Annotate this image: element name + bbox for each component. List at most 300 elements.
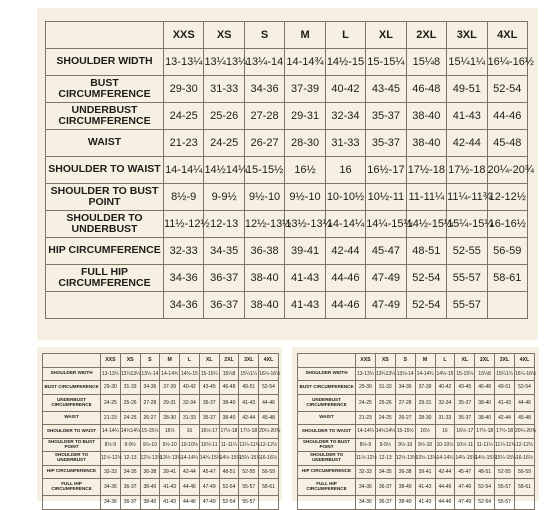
size-column-header: XS <box>204 22 244 49</box>
measurement-value: 38-40 <box>406 103 446 130</box>
measurement-value: 14-14¼ <box>164 157 204 184</box>
measurement-value: 36-37 <box>204 292 244 319</box>
measurement-value: 40-42 <box>180 381 200 395</box>
measurement-value: 43-45 <box>455 381 475 395</box>
measurement-value: 58-61 <box>259 479 279 496</box>
measurement-value: 35-37 <box>199 411 219 425</box>
measurement-value: 16½-17 <box>366 157 406 184</box>
measurement-value: 14½-15¼ <box>219 452 239 466</box>
measurement-value: 21-23 <box>101 411 121 425</box>
measurement-value: 14¼-15¼ <box>455 452 475 466</box>
measurement-label: SHOULDER TO BUST POINT <box>43 438 101 452</box>
measurement-value: 11-11¼ <box>219 438 239 452</box>
measurement-value: 13¼13¼ <box>120 367 140 381</box>
measurement-value: 8½-9 <box>356 438 376 452</box>
table-row <box>298 452 535 466</box>
measurement-value: 38-40 <box>406 130 446 157</box>
measurement-value: 41-43 <box>239 394 259 411</box>
measurement-value: 20¼-20¾ <box>259 425 279 439</box>
size-chart-table-thumbnail-right <box>297 353 535 510</box>
measurement-value: 58-61 <box>515 479 535 496</box>
measurement-value: 12½-13½ <box>140 452 160 466</box>
measurement-value: 17½-18 <box>475 425 495 439</box>
measurement-value: 16-16½ <box>515 452 535 466</box>
measurement-value: 42-44 <box>239 411 259 425</box>
measurement-value: 16-16½ <box>487 211 528 238</box>
measurement-value: 31-33 <box>120 381 140 395</box>
measurement-value: 35-37 <box>366 130 406 157</box>
measurement-value: 36-37 <box>204 265 244 292</box>
table-row <box>43 438 279 452</box>
table-row <box>298 465 535 479</box>
measurement-value: 20¼-20¾ <box>515 425 535 439</box>
measurement-label: SHOULDER TO BUST POINT <box>46 184 164 211</box>
measurement-label: HIP CIRCUMFERENCE <box>298 465 356 479</box>
measurement-value <box>515 496 535 510</box>
measurement-value: 9½-10 <box>160 438 180 452</box>
measurement-value: 47-49 <box>455 496 475 510</box>
measurement-value: 39-41 <box>160 465 180 479</box>
measurement-value: 44-46 <box>259 394 279 411</box>
measurement-value: 10½-11 <box>455 438 475 452</box>
measurement-label: FULL HIP CIRCUMFERENCE <box>46 265 164 292</box>
measurement-value: 21-23 <box>164 130 204 157</box>
measurement-value: 42-44 <box>325 238 365 265</box>
measurement-value: 26-27 <box>244 130 284 157</box>
measurement-value: 13½-13¼ <box>285 211 325 238</box>
measurement-value: 24-25 <box>356 394 376 411</box>
measurement-value: 38-40 <box>219 394 239 411</box>
measurement-value: 13¼-14 <box>395 367 415 381</box>
measurement-value: 11½-12½ <box>164 211 204 238</box>
measurement-value: 15¼1¼ <box>239 367 259 381</box>
measurement-label: SHOULDER TO UNDERBUST <box>298 452 356 466</box>
measurement-value: 27-28 <box>140 394 160 411</box>
measurement-value: 14¼-15¼ <box>199 452 219 466</box>
size-column-header: S <box>140 354 160 368</box>
measurement-value: 17½-18 <box>447 157 487 184</box>
measurement-value: 34-35 <box>375 465 395 479</box>
table-row <box>43 452 279 466</box>
measurement-value: 15-15½ <box>244 157 284 184</box>
measurement-value: 32-33 <box>164 238 204 265</box>
size-column-header: 3XL <box>447 22 487 49</box>
measurement-value: 42-44 <box>495 411 515 425</box>
measurement-value: 38-40 <box>395 496 415 510</box>
measurement-value: 35-37 <box>455 394 475 411</box>
size-column-header: 4XL <box>259 354 279 368</box>
measurement-value: 9½-10 <box>140 438 160 452</box>
measurement-label: UNDERBUST CIRCUMFERENCE <box>43 394 101 411</box>
measurement-label: UNDERBUST CIRCUMFERENCE <box>298 394 356 411</box>
measurement-value: 14-14¼ <box>435 452 455 466</box>
measurement-value: 36-38 <box>140 465 160 479</box>
measurement-value: 10½-11 <box>366 184 406 211</box>
measurement-value: 56-59 <box>487 238 528 265</box>
measurement-label: SHOULDER WIDTH <box>43 367 101 381</box>
measurement-value: 34-36 <box>356 496 376 510</box>
measurement-value <box>259 496 279 510</box>
measurement-value: 31-33 <box>204 76 244 103</box>
size-column-header: M <box>285 22 325 49</box>
measurement-value: 14½14¼ <box>204 157 244 184</box>
measurement-value: 31-33 <box>180 411 200 425</box>
measurement-value: 40-42 <box>325 76 365 103</box>
measurement-value: 14-14¼ <box>356 425 376 439</box>
measurement-value: 24-25 <box>120 411 140 425</box>
measurement-value: 38-40 <box>140 479 160 496</box>
measurement-value: 55-57 <box>239 496 259 510</box>
measurement-value: 35-37 <box>455 411 475 425</box>
measurement-value: 12½-13½ <box>244 211 284 238</box>
table-row <box>46 211 528 238</box>
measurement-value: 38-40 <box>395 479 415 496</box>
size-column-header: 2XL <box>219 354 239 368</box>
measurement-value: 41-43 <box>160 496 180 510</box>
measurement-value: 34-35 <box>120 465 140 479</box>
measurement-value: 42-44 <box>435 465 455 479</box>
measurement-value: 21-23 <box>356 411 376 425</box>
table-row <box>298 394 535 411</box>
measurement-value: 16½ <box>160 425 180 439</box>
size-chart-table-main <box>45 21 534 319</box>
measurement-value: 26-27 <box>140 411 160 425</box>
measurement-value: 10-10½ <box>325 184 365 211</box>
measurement-value: 52-54 <box>259 381 279 395</box>
measurement-value: 12-13 <box>375 452 395 466</box>
measurement-label: BUST CIRCUMFERENCE <box>46 76 164 103</box>
measurement-value: 32-34 <box>435 394 455 411</box>
size-column-header: XS <box>375 354 395 368</box>
measurement-value: 25-26 <box>120 394 140 411</box>
table-row <box>298 425 535 439</box>
measurement-value: 48-51 <box>406 238 446 265</box>
measurement-label: HIP CIRCUMFERENCE <box>43 465 101 479</box>
measurement-value: 56-59 <box>515 465 535 479</box>
measurement-value: 34-36 <box>101 496 121 510</box>
measurement-value: 15¼-15¼ <box>239 452 259 466</box>
size-column-header: 2XL <box>475 354 495 368</box>
table-row <box>298 411 535 425</box>
measurement-value: 28-30 <box>285 130 325 157</box>
measurement-label: FULL HIP CIRCUMFERENCE <box>43 479 101 496</box>
measurement-value: 44-46 <box>325 292 365 319</box>
measurement-value: 37-39 <box>415 381 435 395</box>
measurement-value: 16¼-16½ <box>487 49 528 76</box>
measurement-value: 34-36 <box>164 292 204 319</box>
measurement-value: 28-30 <box>160 411 180 425</box>
table-row <box>46 103 528 130</box>
measurement-value: 15¼8 <box>406 49 446 76</box>
measurement-value: 29-30 <box>356 381 376 395</box>
measurement-value: 27-28 <box>244 103 284 130</box>
table-row <box>298 367 535 381</box>
header-row <box>46 22 528 49</box>
measurement-value: 17½-18 <box>239 425 259 439</box>
measurement-value: 41-43 <box>285 265 325 292</box>
measurement-value: 39-41 <box>285 238 325 265</box>
measurement-value: 29-31 <box>415 394 435 411</box>
measurement-label: UNDERBUST CIRCUMFERENCE <box>46 103 164 130</box>
measurement-value: 56-59 <box>259 465 279 479</box>
measurement-value: 15¼8 <box>219 367 239 381</box>
measurement-value: 44-46 <box>325 265 365 292</box>
measurement-value: 12-12½ <box>259 438 279 452</box>
measurement-value: 14-14¾ <box>415 367 435 381</box>
measurement-value: 29-31 <box>285 103 325 130</box>
table-row <box>43 465 279 479</box>
measurement-value: 47-49 <box>199 496 219 510</box>
measurement-value: 17½-18 <box>495 425 515 439</box>
measurement-label: SHOULDER TO WAIST <box>298 425 356 439</box>
measurement-label <box>298 496 356 510</box>
measurement-value: 45-47 <box>199 465 219 479</box>
table-row <box>43 411 279 425</box>
measurement-value: 44-46 <box>515 394 535 411</box>
measurement-value: 9½-10 <box>415 438 435 452</box>
table-row <box>46 130 528 157</box>
measurement-value: 14½-15 <box>325 49 365 76</box>
measurement-value: 49-51 <box>447 76 487 103</box>
size-column-header: S <box>395 354 415 368</box>
measurement-value: 45-48 <box>515 411 535 425</box>
measurement-value: 34-36 <box>140 381 160 395</box>
measurement-value: 11½-12½ <box>101 452 121 466</box>
measurement-value: 55-57 <box>447 292 487 319</box>
measurement-label: FULL HIP CIRCUMFERENCE <box>298 479 356 496</box>
measurement-value: 16¼-16½ <box>259 367 279 381</box>
measurement-value: 11-11¼ <box>475 438 495 452</box>
measurement-value: 13¼-14 <box>140 367 160 381</box>
measurement-value: 14-14¾ <box>160 367 180 381</box>
measurement-value: 29-30 <box>101 381 121 395</box>
measurement-value: 36-37 <box>120 496 140 510</box>
measurement-value: 39-41 <box>415 465 435 479</box>
measurement-value: 40-42 <box>435 381 455 395</box>
measurement-value: 34-36 <box>164 265 204 292</box>
measurement-value: 12-13 <box>120 452 140 466</box>
measurement-value: 14½14¼ <box>120 425 140 439</box>
measurement-value: 42-44 <box>180 465 200 479</box>
measurement-value: 41-43 <box>447 103 487 130</box>
measurement-value: 9½-10 <box>244 184 284 211</box>
measurement-value: 12-12½ <box>487 184 528 211</box>
measurement-label: SHOULDER TO UNDERBUST <box>46 211 164 238</box>
table-row <box>46 76 528 103</box>
measurement-value: 41-43 <box>415 496 435 510</box>
measurement-value: 37-39 <box>285 76 325 103</box>
measurement-value: 38-40 <box>219 411 239 425</box>
measurement-value: 13½-13¼ <box>160 452 180 466</box>
table-row <box>43 425 279 439</box>
table-row <box>43 381 279 395</box>
size-column-header: S <box>244 22 284 49</box>
measurement-value: 36-38 <box>244 238 284 265</box>
size-column-header: 4XL <box>515 354 535 368</box>
measurement-value: 14½-15¼ <box>406 211 446 238</box>
measurement-value: 9-9½ <box>375 438 395 452</box>
measurement-value: 52-55 <box>495 465 515 479</box>
measurement-label: SHOULDER TO UNDERBUST <box>43 452 101 466</box>
measurement-value: 8½-9 <box>164 184 204 211</box>
measurement-label <box>46 292 164 319</box>
measurement-value: 45-47 <box>455 465 475 479</box>
measurement-value: 35-37 <box>199 394 219 411</box>
measurement-value: 42-44 <box>447 130 487 157</box>
measurement-value: 31-33 <box>375 381 395 395</box>
size-column-header: L <box>325 22 365 49</box>
measurement-value: 44-46 <box>487 103 528 130</box>
measurement-value: 29-30 <box>164 76 204 103</box>
size-chart-table-thumbnail-left <box>42 353 279 510</box>
table-row <box>46 265 528 292</box>
measurement-value: 36-38 <box>395 465 415 479</box>
measurement-value: 45-48 <box>259 411 279 425</box>
measurement-value: 12-13 <box>204 211 244 238</box>
measurement-value: 16½ <box>285 157 325 184</box>
measurement-label: SHOULDER TO BUST POINT <box>298 438 356 452</box>
measurement-value: 15¼-15¼ <box>495 452 515 466</box>
measurement-value: 12-12½ <box>515 438 535 452</box>
measurement-label: SHOULDER TO WAIST <box>43 425 101 439</box>
measurement-value: 24-25 <box>101 394 121 411</box>
measurement-value: 25-26 <box>375 394 395 411</box>
table-row <box>298 496 535 510</box>
measurement-label: SHOULDER TO WAIST <box>46 157 164 184</box>
measurement-value: 26-27 <box>395 411 415 425</box>
measurement-value: 14-14¼ <box>101 425 121 439</box>
measurement-value: 16 <box>180 425 200 439</box>
measurement-value: 36-37 <box>375 479 395 496</box>
measurement-value: 52-54 <box>219 496 239 510</box>
measurement-value: 34-36 <box>395 381 415 395</box>
measurement-value: 15¼8 <box>475 367 495 381</box>
size-column-header: 3XL <box>239 354 259 368</box>
table-row <box>46 292 528 319</box>
measurement-value: 47-49 <box>366 265 406 292</box>
measurement-value: 52-55 <box>239 465 259 479</box>
measurement-value: 43-45 <box>366 76 406 103</box>
measurement-value: 15-15¼ <box>199 367 219 381</box>
size-column-header: XL <box>199 354 219 368</box>
measurement-value: 44-46 <box>435 496 455 510</box>
table-row <box>46 238 528 265</box>
measurement-value: 34-36 <box>101 479 121 496</box>
measurement-value: 38-40 <box>140 496 160 510</box>
measurement-value: 44-46 <box>180 496 200 510</box>
size-column-header: XL <box>455 354 475 368</box>
measurement-value: 36-37 <box>375 496 395 510</box>
measurement-value: 32-34 <box>180 394 200 411</box>
measurement-value: 9½-10 <box>395 438 415 452</box>
measurement-value: 14-14¾ <box>285 49 325 76</box>
measurement-value: 37-39 <box>160 381 180 395</box>
size-column-header: XXS <box>356 354 376 368</box>
size-column-header: XL <box>366 22 406 49</box>
measurement-value: 9-9½ <box>120 438 140 452</box>
measurement-value: 48-51 <box>475 465 495 479</box>
measurement-value: 41-43 <box>415 479 435 496</box>
measurement-value: 14-14¼ <box>180 452 200 466</box>
measurement-value: 8½-9 <box>101 438 121 452</box>
size-column-header: L <box>435 354 455 368</box>
measurement-value: 29-31 <box>160 394 180 411</box>
measurement-value: 15¼-15¼ <box>447 211 487 238</box>
measurement-value: 38-40 <box>244 292 284 319</box>
measurement-value: 24-25 <box>164 103 204 130</box>
measurement-value: 43-45 <box>199 381 219 395</box>
table-row <box>43 394 279 411</box>
measurement-value: 9-9½ <box>204 184 244 211</box>
measurement-value: 52-54 <box>406 292 446 319</box>
measurement-value: 48-51 <box>219 465 239 479</box>
measurement-value: 52-54 <box>475 479 495 496</box>
measurement-value: 9½-10 <box>285 184 325 211</box>
measurement-value: 13¼13¼ <box>375 367 395 381</box>
measurement-value: 55-57 <box>447 265 487 292</box>
measurement-value: 52-55 <box>447 238 487 265</box>
measurement-value: 45-48 <box>487 130 528 157</box>
size-column-header: XXS <box>101 354 121 368</box>
size-column-header: 2XL <box>406 22 446 49</box>
measurement-value: 25-26 <box>204 103 244 130</box>
size-column-header: M <box>415 354 435 368</box>
size-column-header: XXS <box>164 22 204 49</box>
measurement-value: 47-49 <box>199 479 219 496</box>
size-column-header: XS <box>120 354 140 368</box>
measurement-value: 49-51 <box>495 381 515 395</box>
measurement-label: BUST CIRCUMFERENCE <box>298 381 356 395</box>
size-column-header: L <box>180 354 200 368</box>
measurement-value: 14¼-15¼ <box>366 211 406 238</box>
measurement-value: 52-54 <box>487 76 528 103</box>
measurement-value: 17½-18 <box>219 425 239 439</box>
size-column-header: M <box>160 354 180 368</box>
measurement-value: 55-57 <box>495 496 515 510</box>
measurement-value: 35-37 <box>366 103 406 130</box>
measurement-value: 34-36 <box>356 479 376 496</box>
measurement-value: 15-15¼ <box>366 49 406 76</box>
measurement-value: 16¼-16½ <box>515 367 535 381</box>
measurement-value: 13-13¼ <box>164 49 204 76</box>
measurement-value: 10-10½ <box>180 438 200 452</box>
measurement-value: 16 <box>325 157 365 184</box>
measurement-value: 31-33 <box>325 130 365 157</box>
measurement-label: WAIST <box>43 411 101 425</box>
table-row <box>298 479 535 496</box>
measurement-value: 44-46 <box>180 479 200 496</box>
measurement-value: 55-57 <box>495 479 515 496</box>
size-column-header: 4XL <box>487 22 528 49</box>
measurement-label: SHOULDER WIDTH <box>46 49 164 76</box>
measurement-value: 41-43 <box>285 292 325 319</box>
corner-cell <box>46 22 164 49</box>
measurement-label: WAIST <box>298 411 356 425</box>
measurement-value: 15¼1¼ <box>495 367 515 381</box>
measurement-value: 24-25 <box>204 130 244 157</box>
measurement-value: 15¼1¼ <box>447 49 487 76</box>
measurement-value: 28-30 <box>415 411 435 425</box>
measurement-value: 11¼-11¾ <box>447 184 487 211</box>
measurement-value: 46-48 <box>475 381 495 395</box>
measurement-label: HIP CIRCUMFERENCE <box>46 238 164 265</box>
measurement-value: 38-40 <box>475 394 495 411</box>
measurement-value: 11¼-11¾ <box>495 438 515 452</box>
measurement-value: 11¼-11¾ <box>239 438 259 452</box>
measurement-value: 32-33 <box>101 465 121 479</box>
measurement-value: 13½-13¼ <box>415 452 435 466</box>
measurement-value: 15-15½ <box>140 425 160 439</box>
